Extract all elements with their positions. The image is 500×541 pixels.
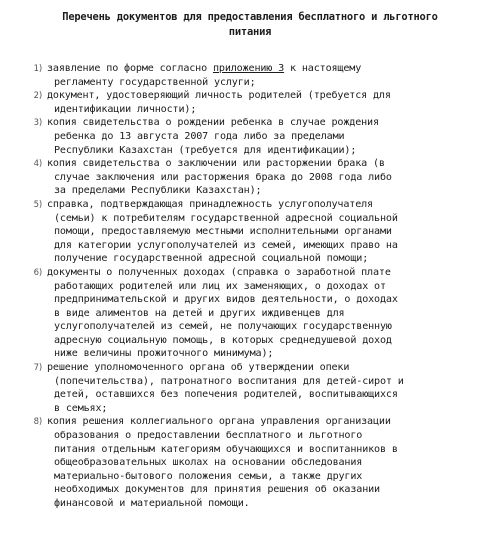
item-line: образования о предоставлении бесплатного и льготного (54, 430, 363, 442)
item-text: заявление по форме согласно (47, 63, 213, 74)
title-line: Перечень документов для предоставления бесплатного и льготного (62, 11, 438, 23)
item-line: необходимых документов для принятия решения об оказании (54, 484, 380, 496)
item-number: 3) (33, 118, 42, 129)
item-line: адресную социальную помощь, в которых среднедушевой доход (54, 334, 392, 346)
item-line: копия свидетельства о заключении или расторжении брака (в (47, 158, 385, 170)
item-number: 8) (33, 417, 42, 428)
item-line: идентификации личности); (54, 103, 197, 115)
item-line: предпринимательской и других видов деятельности, о доходах (54, 294, 398, 306)
item-number: 4) (33, 159, 42, 170)
item-line: копия свидетельства о рождении ребенка в случае рождения (47, 117, 379, 129)
item-line: Республики Казахстан (требуется для идентификации); (54, 144, 357, 156)
list-item (0, 361, 500, 415)
item-line: ниже величины прожиточного минимума); (54, 348, 274, 360)
item-line: для категории услугополучателей из семей, имеющих право на (54, 239, 398, 251)
item-line: в виде алиментов на детей и других иждивенцев для (54, 307, 345, 319)
list-item (0, 62, 500, 89)
item-line: получение государственной адресной социальной помощи; (54, 253, 369, 265)
appendix-link[interactable]: приложению 3 (212, 63, 285, 74)
item-line: документ, удостоверяющий личность родителей (требуется для (47, 90, 391, 102)
item-line: ребенка до 13 августа 2007 года либо за пределами (54, 130, 345, 142)
list-item (0, 415, 500, 510)
item-line: копия решения коллегиального органа управления организации (47, 416, 391, 428)
item-number: 7) (33, 363, 42, 374)
item-line: помощи, предоставляемую местными исполнительными органами (54, 226, 392, 238)
item-text: к настоящему (284, 63, 362, 74)
item-line: общеобразовательных школах на основании обследования (54, 457, 363, 469)
document-list (0, 62, 500, 511)
list-item (0, 198, 500, 266)
item-line: (семьи) к потребителям государственной адресной социальной (54, 212, 398, 224)
item-line: материально-бытового положения семьи, а также других (54, 470, 363, 482)
document-title (0, 10, 500, 40)
title-line: питания (228, 26, 272, 38)
item-number: 6) (33, 267, 42, 278)
item-line (0, 62, 500, 76)
item-line: в семьях; (54, 402, 108, 414)
item-number: 1) (33, 64, 42, 74)
item-line: справка, подтверждающая принадлежность услугополучателя (47, 198, 373, 210)
item-line: случае заключения или расторжения брака до 2008 года либо (54, 171, 392, 183)
list-item (0, 89, 500, 116)
item-line: решение уполномоченного органа об утверждении опеки (47, 362, 350, 374)
item-line: питания отдельным категориям обучающихся и воспитанников в (54, 443, 398, 455)
list-item (0, 116, 500, 157)
item-line: работающих родителей или лиц их заменяющих, о доходах от (54, 280, 386, 292)
item-number: 5) (33, 199, 42, 210)
item-line: (попечительства), патронатного воспитания для детей-сирот и (54, 375, 404, 387)
item-line: детей, оставшихся без попечения родителей, воспитывающихся (54, 389, 398, 401)
item-line: регламенту государственной услуги; (54, 76, 256, 88)
item-line: финансовой и материальной помощи. (54, 498, 250, 509)
item-line: документы о полученных доходах (справка о заработной плате (47, 266, 391, 278)
list-item (0, 157, 500, 198)
item-line: услугополучателей из семей, не получающих государственную (54, 321, 392, 333)
item-line: за пределами Республики Казахстан); (54, 185, 262, 197)
item-number: 2) (33, 91, 42, 102)
list-item (0, 266, 500, 361)
